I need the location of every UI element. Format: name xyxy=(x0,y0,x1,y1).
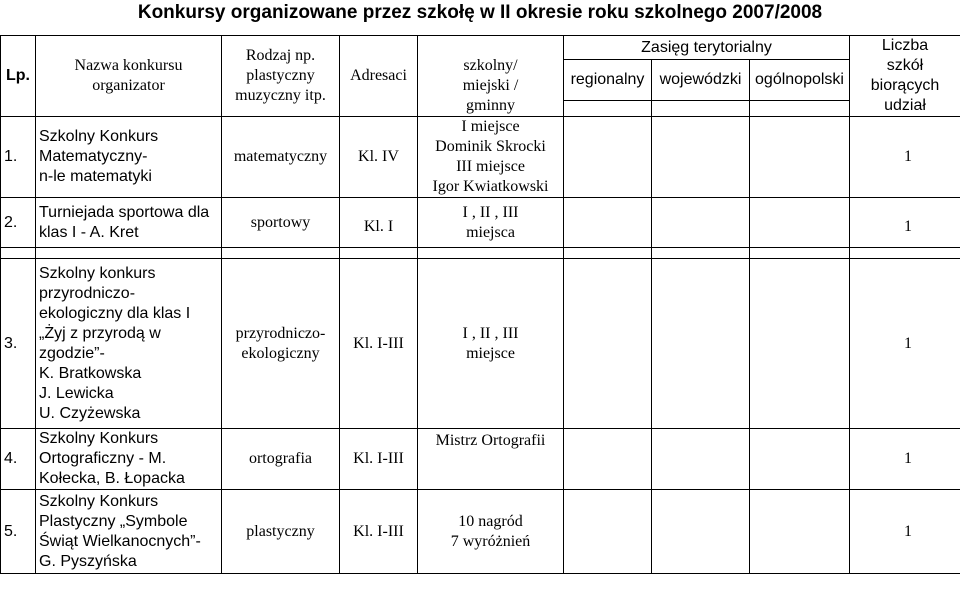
row-lp: 2. xyxy=(1,198,36,248)
row-name-line: Szkolny konkurs xyxy=(39,264,156,282)
row-name-line: U. Czyżewska xyxy=(39,404,141,422)
row-addressees: Kl. I-III xyxy=(340,259,418,429)
row-level-line: I , II , III xyxy=(462,324,519,342)
row-level-line: Dominik Skrocki xyxy=(435,138,546,155)
row-name-line: Kołecka, B. Łopacka xyxy=(39,470,185,487)
row-lp: 4. xyxy=(1,429,36,490)
row-type: ortografia xyxy=(222,429,340,490)
row-name-line: Ortograficzny - M. xyxy=(39,450,167,467)
row-addressees: Kl. IV xyxy=(340,117,418,198)
row-name-line: Turniejada sportowa dla xyxy=(39,203,210,221)
row-name-line: klas I - A. Kret xyxy=(39,223,139,241)
header-count-line: biorących xyxy=(870,77,940,94)
row-name-line: n-le matematyki xyxy=(39,168,152,185)
table-row xyxy=(1,429,960,490)
row-count: 1 xyxy=(850,490,960,574)
row-name-line: ekologiczny dla klas I xyxy=(39,304,191,322)
row-type-line: przyrodniczo- xyxy=(235,324,326,342)
header-type-line: muzyczny itp. xyxy=(235,87,326,104)
row-type: matematyczny xyxy=(222,117,340,198)
row-type: plastyczny xyxy=(222,490,340,574)
table-row xyxy=(1,490,960,574)
header-count-line: udział xyxy=(884,97,926,114)
header-name-line: organizator xyxy=(92,77,165,94)
row-name-line: zgodzie”- xyxy=(39,344,105,362)
page-title: Konkursy organizowane przez szkołę w II okresie roku szkolnego 2007/2008 xyxy=(137,2,823,23)
row-level-line: I miejsce xyxy=(461,118,520,135)
table-row xyxy=(1,117,960,198)
row-name xyxy=(36,490,222,574)
row-count: 1 xyxy=(850,259,960,429)
header-row xyxy=(1,36,960,60)
row-lp: 3. xyxy=(1,259,36,429)
row-level xyxy=(418,117,564,198)
row-count: 1 xyxy=(850,117,960,198)
row-level-line: III miejsce xyxy=(456,158,525,175)
row-national xyxy=(750,259,850,429)
row-level: Mistrz Ortografii xyxy=(418,429,564,490)
row-name-line: Matematyczny- xyxy=(39,148,148,165)
header-type xyxy=(222,36,340,117)
row-voivodeship xyxy=(652,429,750,490)
header-addressees: Adresaci xyxy=(340,36,418,117)
row-lp: 5. xyxy=(1,490,36,574)
row-voivodeship xyxy=(652,198,750,248)
row-regional xyxy=(564,490,652,574)
row-level-line: miejsca xyxy=(466,223,515,241)
row-name xyxy=(36,198,222,248)
row-name-line: J. Lewicka xyxy=(39,384,114,402)
row-level-line: miejsce xyxy=(466,344,515,362)
row-regional xyxy=(564,259,652,429)
row-national xyxy=(750,117,850,198)
row-addressees: Kl. I-III xyxy=(340,490,418,574)
row-regional xyxy=(564,198,652,248)
header-level-line: gminny xyxy=(466,97,515,114)
row-voivodeship xyxy=(652,117,750,198)
header-type-line: plastyczny xyxy=(246,67,315,84)
header-count-line: szkół xyxy=(886,57,924,74)
row-national xyxy=(750,198,850,248)
row-level-line: 10 nagród xyxy=(458,512,523,530)
row-voivodeship xyxy=(652,490,750,574)
row-name-line: K. Bratkowska xyxy=(39,364,142,382)
row-level xyxy=(418,259,564,429)
row-regional xyxy=(564,117,652,198)
row-name xyxy=(36,429,222,490)
header-regional: regionalny xyxy=(564,60,652,101)
header-name xyxy=(36,36,222,117)
row-name-line: Szkolny Konkurs xyxy=(39,430,159,447)
row-addressees: Kl. I-III xyxy=(340,429,418,490)
row-type-line: ekologiczny xyxy=(241,344,320,362)
table-row xyxy=(1,198,960,248)
header-level-line: szkolny/ xyxy=(463,57,518,74)
row-count: 1 xyxy=(850,198,960,248)
row-level-line: 7 wyróżnień xyxy=(450,532,531,550)
header-type-line: Rodzaj np. xyxy=(245,47,316,64)
row-level xyxy=(418,198,564,248)
table-row xyxy=(1,259,960,429)
competitions-table xyxy=(0,35,960,574)
row-lp: 1. xyxy=(1,117,36,198)
row-name-line: przyrodniczo- xyxy=(39,284,136,302)
row-type: sportowy xyxy=(222,198,340,248)
header-count xyxy=(850,36,960,117)
row-regional xyxy=(564,429,652,490)
header-national: ogólnopolski xyxy=(750,60,850,101)
row-addressees: Kl. I xyxy=(340,198,418,248)
row-type xyxy=(222,259,340,429)
row-name-line: „Żyj z przyrodą w xyxy=(39,324,161,342)
row-name-line: Plastyczny „Symbole xyxy=(39,512,188,530)
row-name xyxy=(36,117,222,198)
row-name-line: Szkolny Konkurs xyxy=(39,128,159,145)
row-level-line: Igor Kwiatkowski xyxy=(432,178,549,195)
row-name-line: Szkolny Konkurs xyxy=(39,492,159,510)
header-level xyxy=(418,36,564,117)
row-gap xyxy=(1,248,960,259)
header-name-line: Nazwa konkursu xyxy=(74,57,183,74)
header-level-line: miejski / xyxy=(462,77,519,94)
header-count-line: Liczba xyxy=(881,37,929,54)
row-name xyxy=(36,259,222,429)
row-name-line: Świąt Wielkanocnych”- xyxy=(39,532,201,550)
row-count: 1 xyxy=(850,429,960,490)
row-level xyxy=(418,490,564,574)
header-scope: Zasięg terytorialny xyxy=(564,36,850,60)
header-voivodeship: wojewódzki xyxy=(652,60,750,101)
row-national xyxy=(750,490,850,574)
row-level-line: I , II , III xyxy=(462,203,519,221)
row-national xyxy=(750,429,850,490)
row-voivodeship xyxy=(652,259,750,429)
row-name-line: G. Pyszyńska xyxy=(39,552,137,570)
header-lp: Lp. xyxy=(1,36,36,117)
